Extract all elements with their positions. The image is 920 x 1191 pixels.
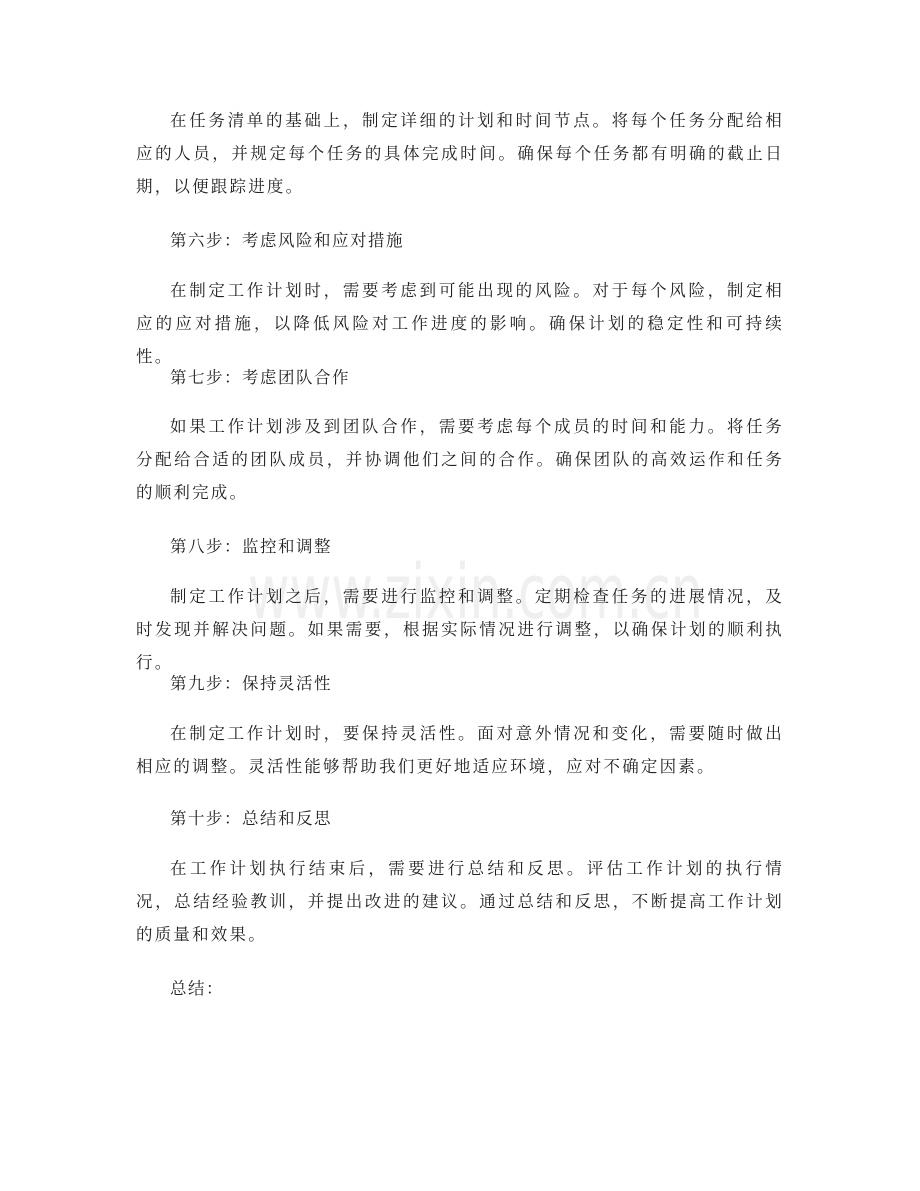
paragraph-summary-reflection: 在工作计划执行结束后，需要进行总结和反思。评估工作计划的执行情况，总结经验教训，并提出改进的建议。通过总结和反思，不断提高工作计划的质量和效果。 <box>136 859 784 944</box>
paragraph-task-schedule: 在任务清单的基础上，制定详细的计划和时间节点。将每个任务分配给相应的人员，并规定每个任务的具体完成时间。确保每个任务都有明确的截止日期，以便跟踪进度。 <box>136 111 784 196</box>
heading-step-10: 第十步：总结和反思 <box>170 809 332 828</box>
heading-step-9: 第九步：保持灵活性 <box>170 674 332 693</box>
heading-step-8: 第八步：监控和调整 <box>170 537 332 556</box>
paragraph-monitor-adjust: 制定工作计划之后，需要进行监控和调整。定期检查任务的进展情况，及时发现并解决问题。如果需要，根据实际情况进行调整，以确保计划的顺利执行。 <box>136 587 784 672</box>
paragraph-risk-measures: 在制定工作计划时，需要考虑到可能出现的风险。对于每个风险，制定相应的应对措施，以降低风险对工作进度的影响。确保计划的稳定性和可持续性。 <box>136 281 784 366</box>
heading-summary: 总结： <box>170 979 224 998</box>
paragraph-team-collaboration: 如果工作计划涉及到团队合作，需要考虑每个成员的时间和能力。将任务分配给合适的团队成员，并协调他们之间的合作。确保团队的高效运作和任务的顺利完成。 <box>136 417 784 502</box>
paragraph-flexibility: 在制定工作计划时，要保持灵活性。面对意外情况和变化，需要随时做出相应的调整。灵活性能够帮助我们更好地适应环境，应对不确定因素。 <box>136 724 784 776</box>
heading-step-7: 第七步：考虑团队合作 <box>170 368 350 387</box>
svg-text:www.zixin.com.cn: www.zixin.com.cn <box>248 547 703 636</box>
heading-step-6: 第六步：考虑风险和应对措施 <box>170 231 404 250</box>
